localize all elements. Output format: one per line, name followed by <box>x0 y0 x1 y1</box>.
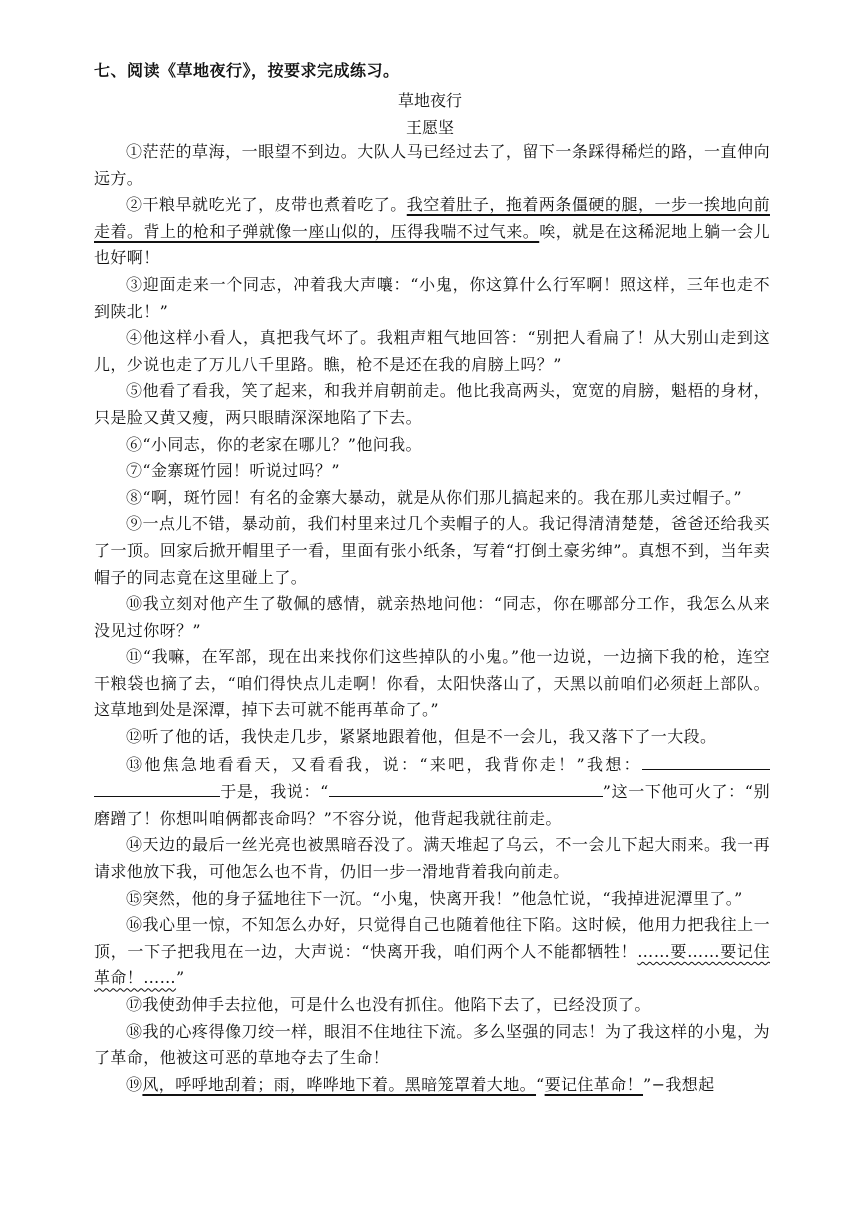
article-author: 王愿坚 <box>405 118 454 137</box>
paragraph-6: ⑥“小同志，你的老家在哪儿？”他问我。 <box>126 434 422 454</box>
paragraph-2-tail: 唉，就是在这稀泥地上躺一会儿也好啊！ <box>94 221 770 268</box>
paragraph-13-mid: 于是，我说：“ <box>220 782 329 802</box>
answer-blank-3[interactable] <box>329 778 603 797</box>
paragraph-9: ⑨一点儿不错，暴动前，我们村里来过几个卖帽子的人。我记得清清楚楚，爸爸还给我买了一顶。回家后掀开帽里子一看，里面有张小纸条，写着“打倒土豪劣绅”。真想不到，当年卖帽子的同志竟在这里碰上了。 <box>94 514 770 587</box>
paragraph-14: ⑭天边的最后一丝光亮也被黑暗吞没了。满天堆起了乌云，不一会儿下起大雨来。我一再请求他放下我，可他怎么也不肯，仍旧一步一滑地背着我向前走。 <box>94 835 770 882</box>
underlined-quote: 要记住革命！ <box>544 1074 644 1094</box>
question-heading: 七、阅读《草地夜行》，按要求完成练习。 <box>94 61 400 80</box>
answer-blank-1[interactable] <box>642 751 770 770</box>
paragraph-3: ③迎面走来一个同志，冲着我大声嚷：“小鬼，你这算什么行军啊！照这样，三年也走不到陕北！” <box>94 274 770 321</box>
paragraph-1: ①茫茫的草海，一眼望不到边。大队人马已经过去了，留下一条踩得稀烂的路，一直伸向远方。 <box>94 142 770 188</box>
paragraph-16-lead: ⑯我心里一惊，不知怎么办好，只觉得自己也随着他往下陷。这时候，他用力把我往上一顶，一下子把我甩在一边，大声说：“快离开我，咱们两个人不能都牺牲！ <box>94 915 770 961</box>
open-quote: “ <box>536 1074 545 1094</box>
paragraph-4: ④他这样小看人，真把我气坏了。我粗声粗气地回答：“别把人看扁了！从大别山走到这儿，少说也走了万儿八千里路。瞧，枪不是还在我的肩膀上吗？” <box>94 328 770 374</box>
paragraph-19-tail: ”−我想起 <box>643 1074 715 1094</box>
underlined-sentence: 我空着肚子，拖着两条僵硬的腿，一步一挨地向前走着。背上的枪和子弹就像一座山似的，压得我喘不过气来。 <box>94 195 770 241</box>
paragraph-13 <box>94 751 770 833</box>
paragraph-13-lead: ⑬他焦急地看看天，又看看我，说：“来吧，我背你走！”我想： <box>126 754 642 774</box>
underlined-scene-sentence: 风，呼呼地刮着；雨，哗哗地下着。黑暗笼罩着大地。 <box>142 1074 537 1094</box>
paragraph-19-number: ⑲ <box>126 1074 143 1094</box>
paragraph-16-tail: ” <box>176 968 185 988</box>
article-body <box>94 139 770 1098</box>
paragraph-8: ⑧“啊，斑竹园！有名的金寨大暴动，就是从你们那儿搞起来的。我在那儿卖过帽子。” <box>126 487 742 507</box>
paragraph-2-lead: ②干粮早就吃光了，皮带也煮着吃了。 <box>126 195 407 215</box>
paragraph-5: ⑤他看了看我，笑了起来，和我并肩朝前走。他比我高两头，宽宽的肩膀，魁梧的身材，只是脸又黄又瘦，两只眼睛深深地陷了下去。 <box>94 381 770 427</box>
paragraph-18: ⑱我的心疼得像刀绞一样，眼泪不住地往下流。多么坚强的同志！为了我这样的小鬼，为了革命，他被这可恶的草地夺去了生命！ <box>94 1021 770 1068</box>
paragraph-13-tail: ”这一下他可火了：“别磨蹭了！你想叫咱俩都丧命吗？”不容分说，他背起我就往前走。 <box>94 782 770 828</box>
wavy-underlined-phrase: ……要……要记住革命！…… <box>94 941 770 988</box>
paragraph-15: ⑮突然，他的身子猛地往下一沉。“小鬼，快离开我！”他急忙说，“我掉进泥潭里了。” <box>126 888 743 908</box>
paragraph-16 <box>94 912 770 992</box>
paragraph-12: ⑫听了他的话，我快走几步，紧紧地跟着他，但是不一会儿，我又落下了一大段。 <box>126 727 717 747</box>
paragraph-19 <box>94 1072 770 1099</box>
article-title: 草地夜行 <box>397 91 462 110</box>
paragraph-7: ⑦“金寨斑竹园！听说过吗？” <box>126 461 340 481</box>
paragraph-11: ⑪“我嘛，在军部，现在出来找你们这些掉队的小鬼。”他一边说，一边摘下我的枪，连空干粮袋也摘了去，“咱们得快点儿走啊！你看，太阳快落山了，天黑以前咱们必须赶上部队。这草地到处是深潭，掉下去可就不能再革命了。” <box>94 647 770 720</box>
paragraph-17: ⑰我使劲伸手去拉他，可是什么也没有抓住。他陷下去了，已经没顶了。 <box>126 995 651 1014</box>
paragraph-2 <box>94 192 770 272</box>
answer-blank-2[interactable] <box>94 778 220 797</box>
paragraph-10: ⑩我立刻对他产生了敬佩的感情，就亲热地问他：“同志，你在哪部分工作，我怎么从来没见过你呀？” <box>94 594 770 640</box>
